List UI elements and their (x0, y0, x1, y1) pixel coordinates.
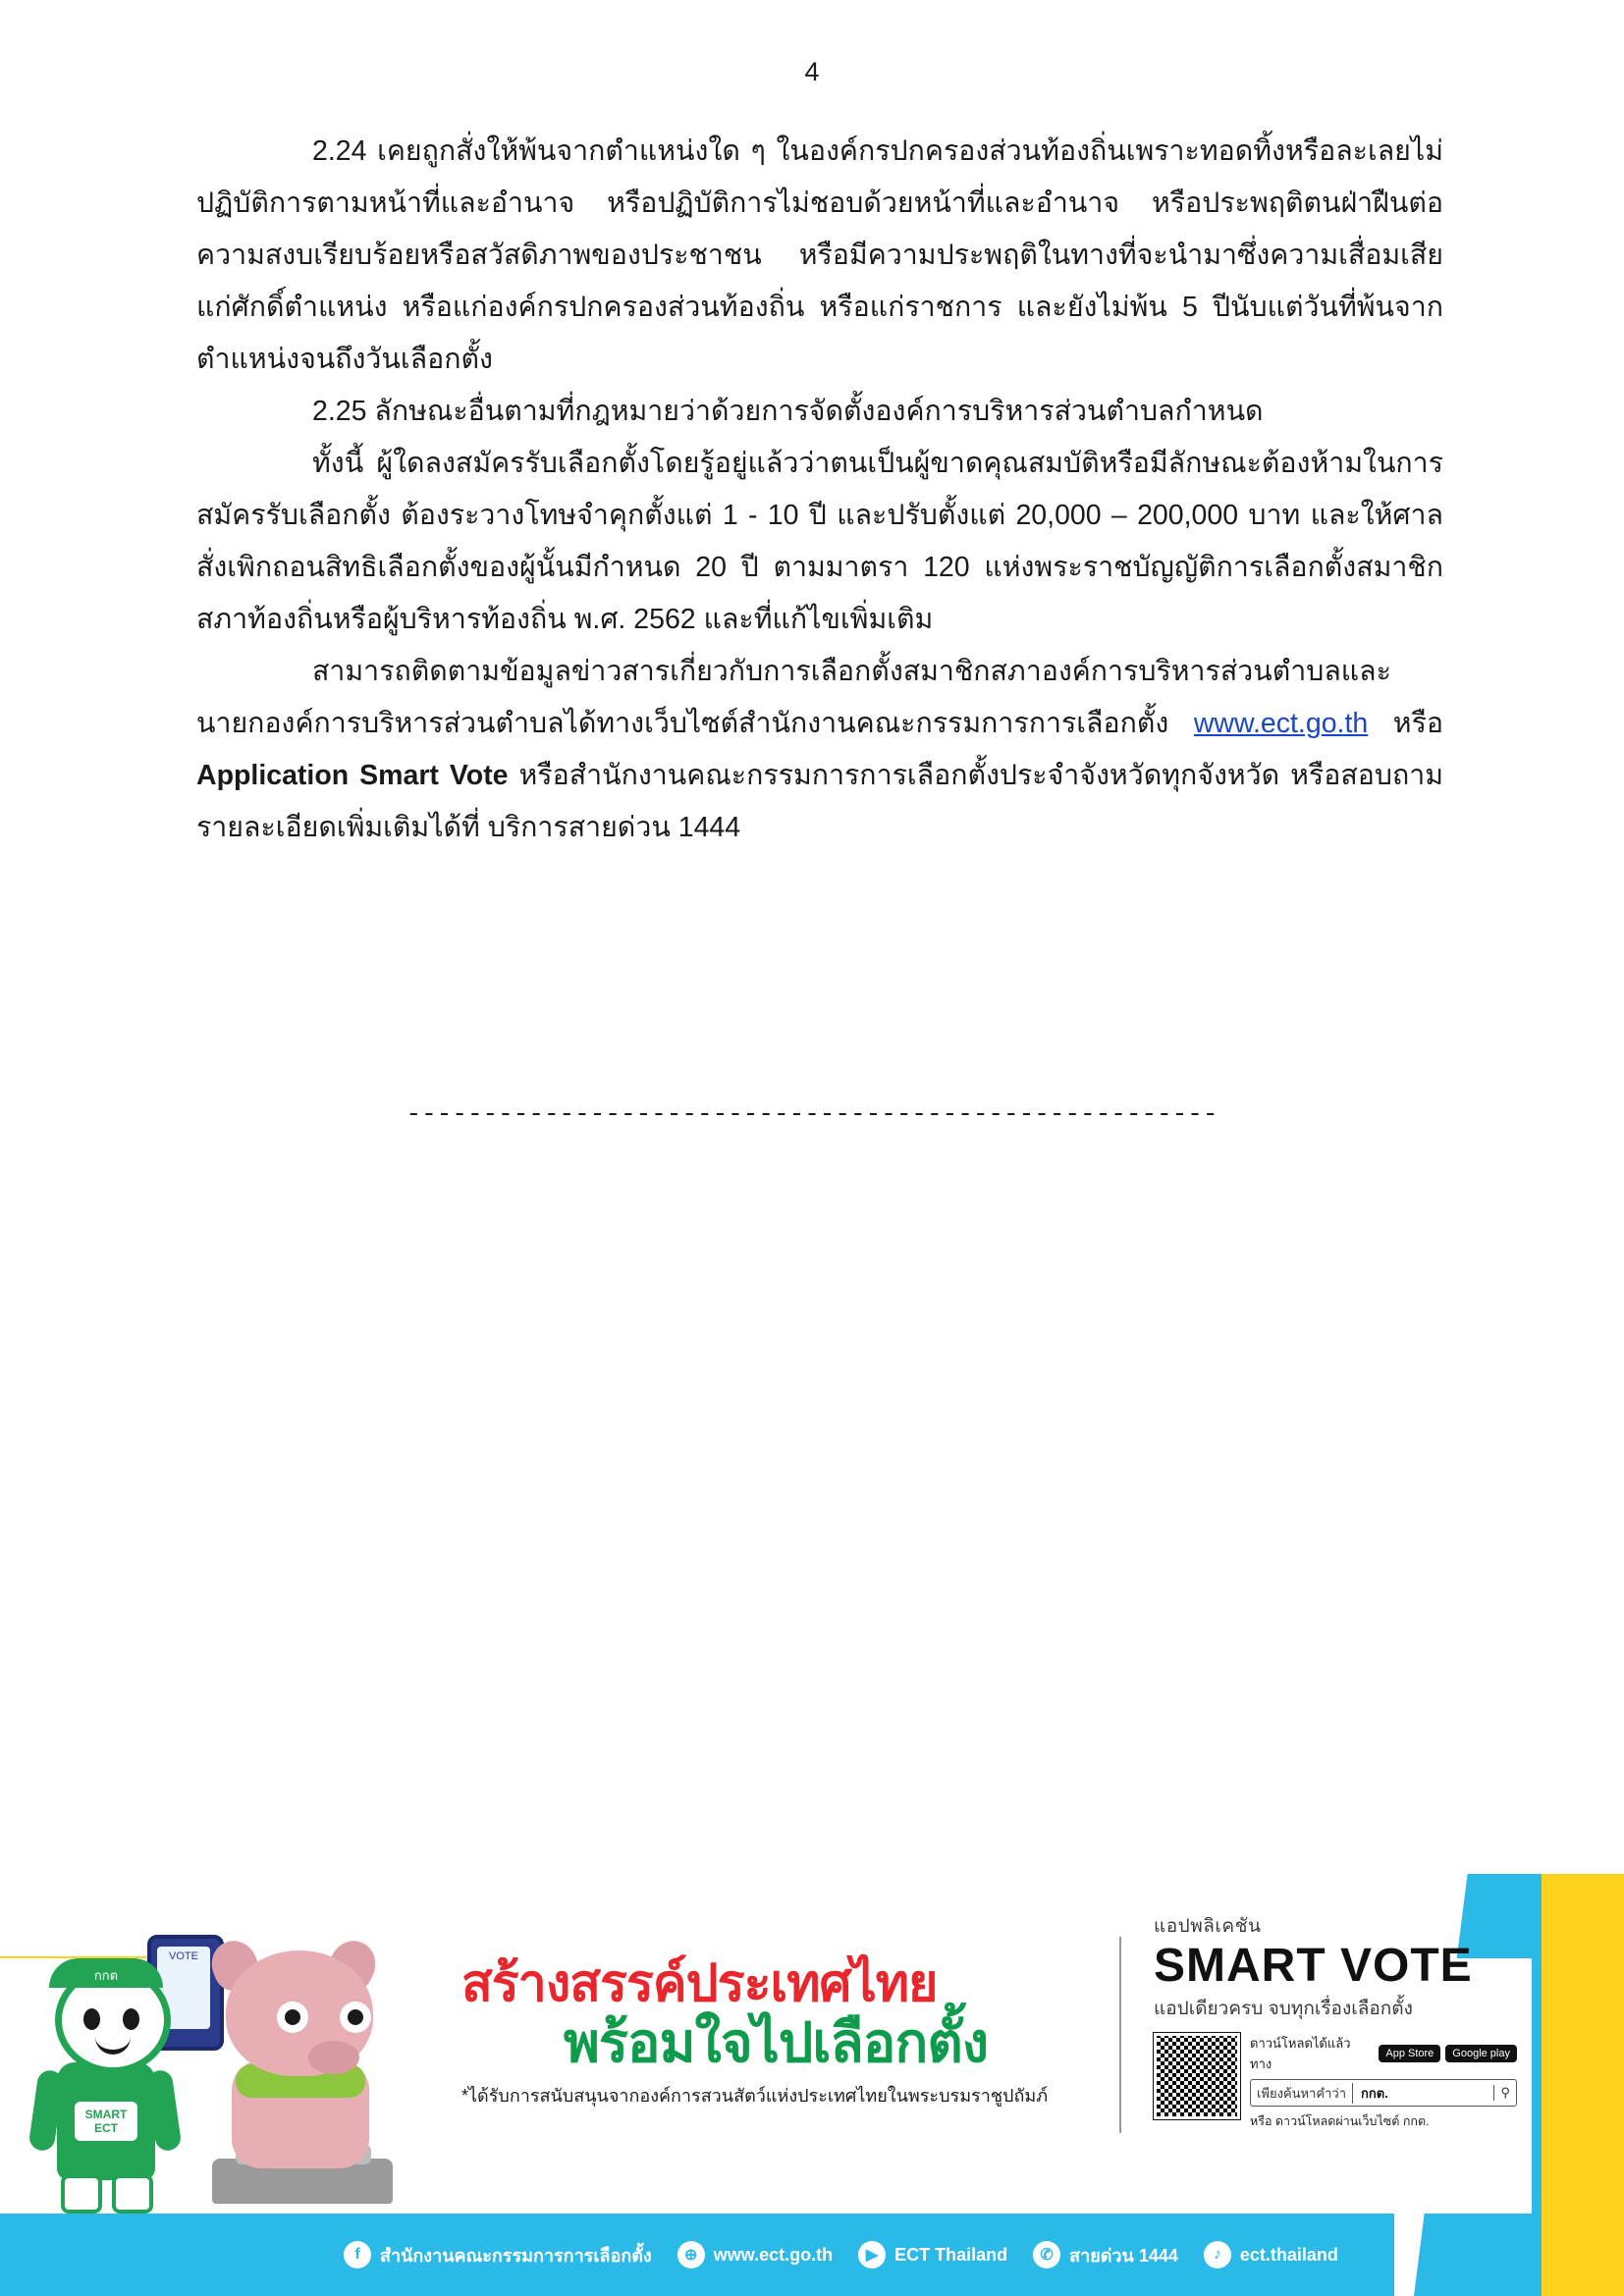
hippo-mascot (192, 1937, 428, 2212)
paragraph-penalty (196, 438, 1443, 646)
mascot-cap-label: กกต (93, 1968, 119, 1983)
app-download-line (1250, 2033, 1517, 2074)
social-item-hotline[interactable] (1033, 2241, 1178, 2269)
hippo-pupil-left (285, 2009, 300, 2025)
paragraph-text: 2.24 เคยถูกสั่งให้พ้นจากตำแหน่งใด ๆ ในองค์กรปกครองส่วนท้องถิ่นเพราะทอดทิ้งหรือละเลยไม่ปฏิบัติการตามหน้าที่และอำนาจ หรือปฏิบัติการไม่ชอบด้วยหน้าที่และอำนาจ หรือประพฤติตนฝ่าฝืนต่อความสงบเรียบร้อยหรือสวัสดิภาพของประชาชน หรือมีความประพฤติในทางที่จะนำมาซึ่งความเสื่อมเสียแก่ศักดิ์ตำแหน่ง หรือแก่องค์กรปกครองส่วนท้องถิ่น หรือแก่ราชการ และยังไม่พ้น 5 ปีนับแต่วันที่พ้นจากตำแหน่งจนถึงวันเลือกตั้ง (196, 135, 1443, 375)
mascot-eye-left (83, 2008, 100, 2030)
app-website-note: หรือ ดาวน์โหลดผ่านเว็บไซต์ กกต. (1250, 2114, 1430, 2128)
mascot-smile (95, 2034, 131, 2055)
mascot-badge-line1: SMART (84, 2108, 128, 2121)
tiktok-icon: ♪ (1204, 2241, 1231, 2269)
app-download-label: ดาวน์โหลดได้แล้ว ทาง (1250, 2036, 1351, 2071)
hippo-head (226, 1950, 373, 2076)
social-item-website[interactable] (677, 2241, 833, 2269)
social-label-youtube: ECT Thailand (894, 2244, 1008, 2265)
hippo-pupil-right (348, 2009, 363, 2025)
app-download-row (1154, 2033, 1517, 2131)
paragraph-2-24 (196, 126, 1443, 386)
phone-screen-label: VOTE (157, 1947, 210, 2029)
social-label-tiktok: ect.thailand (1239, 2244, 1338, 2265)
mascot-cap (49, 1958, 163, 1988)
youtube-icon: ▶ (858, 2241, 886, 2269)
social-links-bar (0, 2214, 1394, 2296)
hippo-eye-right (340, 2002, 371, 2033)
search-icon[interactable]: ⚲ (1493, 2085, 1516, 2101)
app-search-term: กกต. (1352, 2083, 1396, 2104)
mascot-eye-right (123, 2008, 139, 2030)
page-number: 4 (804, 57, 820, 86)
app-search-label: เพียงค้นหาคำว่า (1257, 2085, 1347, 2101)
globe-icon: ⊕ (677, 2241, 705, 2269)
social-label-website: www.ect.go.th (713, 2244, 834, 2265)
paragraph-text: ทั้งนี้ ผู้ใดลงสมัครรับเลือกตั้งโดยรู้อยู่แล้วว่าตนเป็นผู้ขาดคุณสมบัติหรือมีลักษณะต้องห้ามในการสมัครรับเลือกตั้ง ต้องระวางโทษจำคุกตั้งแต่ 1 - 10 ปี และปรับตั้งแต่ 20,000 – 200,000 บาท และให้ศาลสั่งเพิกถอนสิทธิเลือกตั้งของผู้นั้นมีกำหนด 20 ปี ตามมาตรา 120 แห่งพระราชบัญญัติการเลือกตั้งสมาชิกสภาท้องถิ่นหรือผู้บริหารท้องถิ่น พ.ศ. 2562 และที่แก้ไขเพิ่มเติม (196, 448, 1443, 635)
social-item-youtube[interactable] (858, 2241, 1007, 2269)
paragraph-2-25 (196, 386, 1443, 438)
paragraph-text: 2.25 ลักษณะอื่นตามที่กฎหมายว่าด้วยการจัดตั้งองค์การบริหารส่วนตำบลกำหนด (312, 396, 1264, 427)
ect-website-link[interactable]: www.ect.go.th (1193, 708, 1369, 739)
section-divider: ----------------------------------------------------- (406, 1099, 1218, 1129)
headline-line-1: สร้างสรรค์ประเทศไทย (461, 1955, 938, 2012)
hippo-snout (308, 2041, 359, 2074)
app-subtitle: แอปเดียวครบ จบทุกเรื่องเลือกตั้ง (1154, 1999, 1413, 2019)
campaign-headline (461, 1955, 1090, 2109)
contact-middle-text: หรือ (1368, 708, 1443, 739)
contact-tail-text: หรือสำนักงานคณะกรรมการการเลือกตั้งประจำจังหวัดทุกจังหวัด หรือสอบถามรายละเอียดเพิ่มเติมได้ที่ บริการสายด่วน 1444 (196, 760, 1443, 843)
contact-lead-text: สามารถติดตามข้อมูลข่าวสารเกี่ยวกับการเลือกตั้งสมาชิกสภาองค์การบริหารส่วนตำบลและนายกองค์การบริหารส่วนตำบลได้ทางเว็บไซต์สำนักงานคณะกรรมการการเลือกตั้ง (196, 656, 1391, 739)
headline-footnote: *ได้รับการสนับสนุนจากองค์การสวนสัตว์แห่งประเทศไทยในพระบรมราชูปถัมภ์ (461, 2086, 1049, 2106)
headline-line-2: พร้อมใจไปเลือกตั้ง (563, 2011, 989, 2073)
phone-icon: ✆ (1033, 2241, 1060, 2269)
mascot-body (57, 2062, 155, 2180)
footer-vertical-divider (1119, 1937, 1121, 2133)
social-label-facebook: สำนักงานคณะกรรมการการเลือกตั้ง (380, 2245, 652, 2266)
mascot-leg-right (112, 2174, 153, 2214)
app-kicker-label: แอปพลิเคชัน (1154, 1916, 1262, 1937)
social-item-tiktok[interactable] (1204, 2241, 1338, 2269)
google-play-badge[interactable]: Google play (1445, 2045, 1517, 2062)
smart-vote-app-name: Application Smart Vote (196, 760, 509, 791)
app-search-hint-box (1250, 2079, 1517, 2107)
qr-code-icon[interactable] (1154, 2033, 1240, 2119)
app-title: SMART VOTE (1154, 1940, 1473, 1992)
app-download-details (1250, 2033, 1517, 2131)
social-item-facebook[interactable] (344, 2241, 652, 2269)
paragraph-contact (196, 646, 1443, 854)
mascot-leg-left (61, 2174, 102, 2214)
social-label-hotline: สายด่วน 1444 (1069, 2245, 1178, 2266)
smart-vote-app-block (1154, 1911, 1517, 2131)
footer-banner (0, 1874, 1624, 2296)
ect-mascot (27, 1960, 185, 2206)
document-body (196, 126, 1443, 854)
facebook-icon: f (344, 2241, 371, 2269)
mascot-badge-line2: ECT (94, 2121, 118, 2135)
app-store-badge[interactable]: App Store (1379, 2045, 1440, 2062)
mascot-badge (75, 2102, 137, 2141)
hippo-eye-left (277, 2002, 308, 2033)
